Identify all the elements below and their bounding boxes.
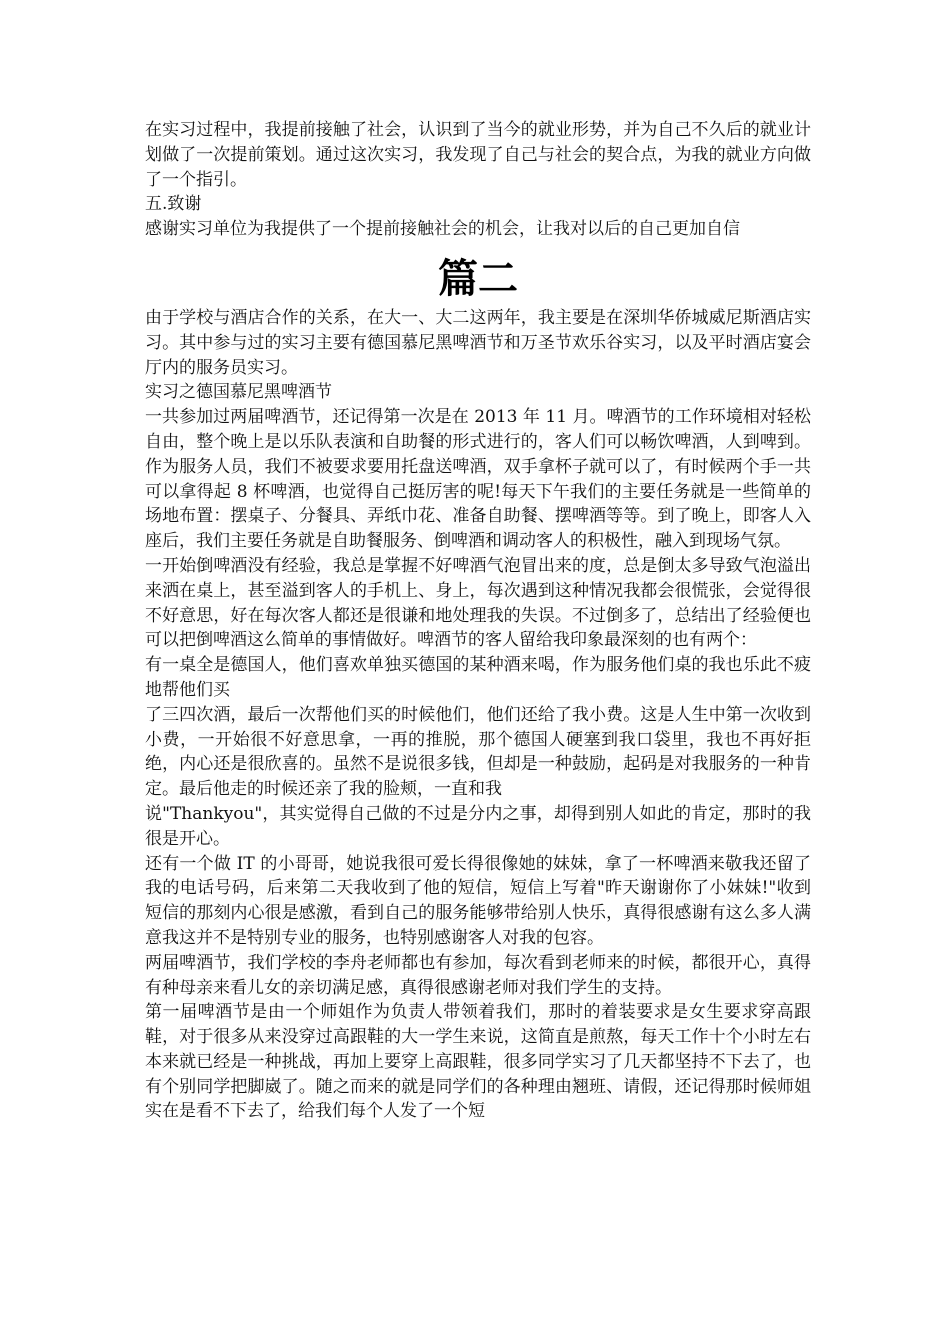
paragraph: 第一届啤酒节是由一个师姐作为负责人带领着我们，那时的着装要求是女生要求穿高跟鞋，对于很多从来没穿过高跟鞋的大一学生来说，这简直是煎熬，每天工作十个小时左右本来就已经是一种挑战，再加上要穿上高跟鞋，很多同学实习了几天都坚持不下去了，也有个别同学把脚崴了。随之而来的就是同学们的各种理由翘班、请假，还记得那时候师姐实在是看不下去了，给我们每个人发了一个短 <box>145 1002 811 1122</box>
paragraph: 说"Thankyou"，其实觉得自己做的不过是分内之事，却得到别人如此的肯定，那时的我很是开心。 <box>145 803 811 849</box>
document-page <box>145 118 811 1124</box>
paragraph: 两届啤酒节，我们学校的李舟老师都也有参加，每次看到老师来的时候，都很开心，真得有种母亲来看儿女的亲切满足感，真得很感谢老师对我们学生的支持。 <box>145 952 811 998</box>
paragraph: 了三四次酒，最后一次帮他们买的时候他们，他们还给了我小费。这是人生中第一次收到小费，一开始很不好意思拿，一再的推脱，那个德国人硬塞到我口袋里，我也不再好拒绝，内心还是很欣喜的。虽然不是说很多钱，但却是一种鼓励，起码是对我服务的一种肯定。最后他走的时候还亲了我的脸颊，一直和我 <box>145 704 811 800</box>
paragraph: 感谢实习单位为我提供了一个提前接触社会的机会，让我对以后的自己更加自信 <box>145 219 740 240</box>
subheading-beer-festival: 实习之德国慕尼黑啤酒节 <box>145 382 332 403</box>
paragraph: 一共参加过两届啤酒节，还记得第一次是在 2013 年 11 月。啤酒节的工作环境相对轻松自由，整个晚上是以乐队表演和自助餐的形式进行的，客人们可以畅饮啤酒，人到啤到。作为服务人员，我们不被要求要用托盘送啤酒，双手拿杯子就可以了，有时候两个手一共可以拿得起 8 杯啤酒，也觉得自己挺厉害的呢!每天下午我们的主要任务就是一些简单的场地布置：摆桌子、分餐具、弄纸巾花、准备自助餐、摆啤酒等等。到了晚上，即客人入座后，我们主要任务就是自助餐服务、倒啤酒和调动客人的积极性，融入到现场气氛。 <box>145 407 811 552</box>
paragraph: 有一桌全是德国人，他们喜欢单独买德国的某种酒来喝，作为服务他们桌的我也乐此不疲地帮他们买 <box>145 655 811 700</box>
paragraph: 由于学校与酒店合作的关系，在大一、大二这两年，我主要是在深圳华侨城威尼斯酒店实习。其中参与过的实习主要有德国慕尼黑啤酒节和万圣节欢乐谷实习，以及平时酒店宴会厅内的服务员实习。 <box>145 307 811 378</box>
section-heading-acknowledgement: 五.致谢 <box>145 194 202 215</box>
paragraph: 一开始倒啤酒没有经验，我总是掌握不好啤酒气泡冒出来的度，总是倒太多导致气泡溢出来洒在桌上，甚至溢到客人的手机上、身上，每次遇到这种情况我都会很慌张，会觉得很不好意思，好在每次客人都还是很谦和地处理我的失误。不过倒多了，总结出了经验便也可以把倒啤酒这么简单的事情做好。啤酒节的客人留给我印象最深刻的也有两个： <box>145 555 811 651</box>
paragraph: 在实习过程中，我提前接触了社会，认识到了当今的就业形势，并为自己不久后的就业计划做了一次提前策划。通过这次实习，我发现了自己与社会的契合点，为我的就业方向做了一个指引。 <box>145 120 811 190</box>
section-title: 篇二 <box>438 254 518 302</box>
paragraph: 还有一个做 IT 的小哥哥，她说我很可爱长得很像她的妹妹，拿了一杯啤酒来敬我还留了我的电话号码，后来第二天我收到了他的短信，短信上写着"昨天谢谢你了小妹妹!"收到短信的那刻内心很是感激，看到自己的服务能够带给别人快乐，真得很感谢有这么多人满意我这并不是特别专业的服务，也特别感谢客人对我的包容。 <box>145 853 811 948</box>
